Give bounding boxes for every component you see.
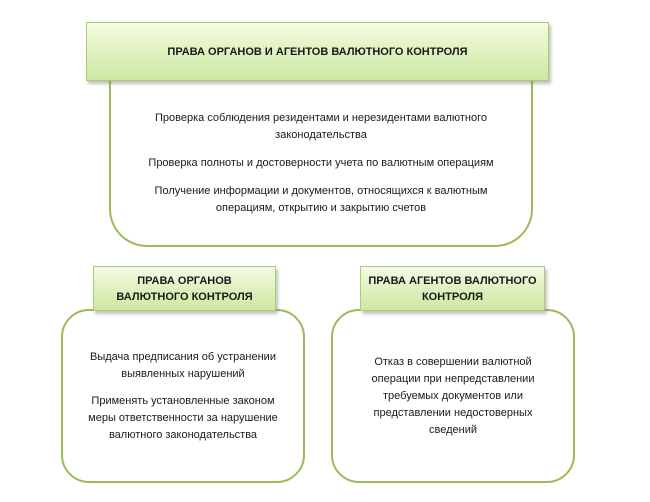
top-item-2: Проверка полноты и достоверности учета по валютным операциям [148, 157, 494, 169]
top-item-3: Получение информации и документов, относящихся к валютным операциям, открытию и закрытию счетов [154, 185, 488, 214]
left-item-1: Выдача предписания об устранении выявленных нарушений [90, 350, 276, 380]
left-item-2: Применять установленные законом меры ответственности за нарушение валютного законодательства [88, 394, 278, 441]
top-header [86, 22, 549, 81]
left-content-box [61, 309, 305, 483]
right-item-1: Отказ в совершении валютной операции при непредставлении требуемых документов или представлении недостоверных сведений [371, 355, 535, 436]
left-header-title-line2: ВАЛЮТНОГО КОНТРОЛЯ [116, 290, 253, 303]
top-content-box [109, 78, 533, 247]
right-content-box [331, 309, 575, 483]
right-header [360, 266, 545, 311]
right-header-title-line2: КОНТРОЛЯ [421, 290, 484, 303]
left-header [93, 266, 276, 311]
top-item-1: Проверка соблюдения резидентами и нерезидентами валютного законодательства [154, 112, 488, 141]
top-header-title: ПРАВА ОРГАНОВ И АГЕНТОВ ВАЛЮТНОГО КОНТРОЛЯ [167, 45, 468, 58]
right-header-title-line1: ПРАВА АГЕНТОВ ВАЛЮТНОГО [368, 274, 537, 287]
left-header-title-line1: ПРАВА ОРГАНОВ [137, 274, 232, 287]
